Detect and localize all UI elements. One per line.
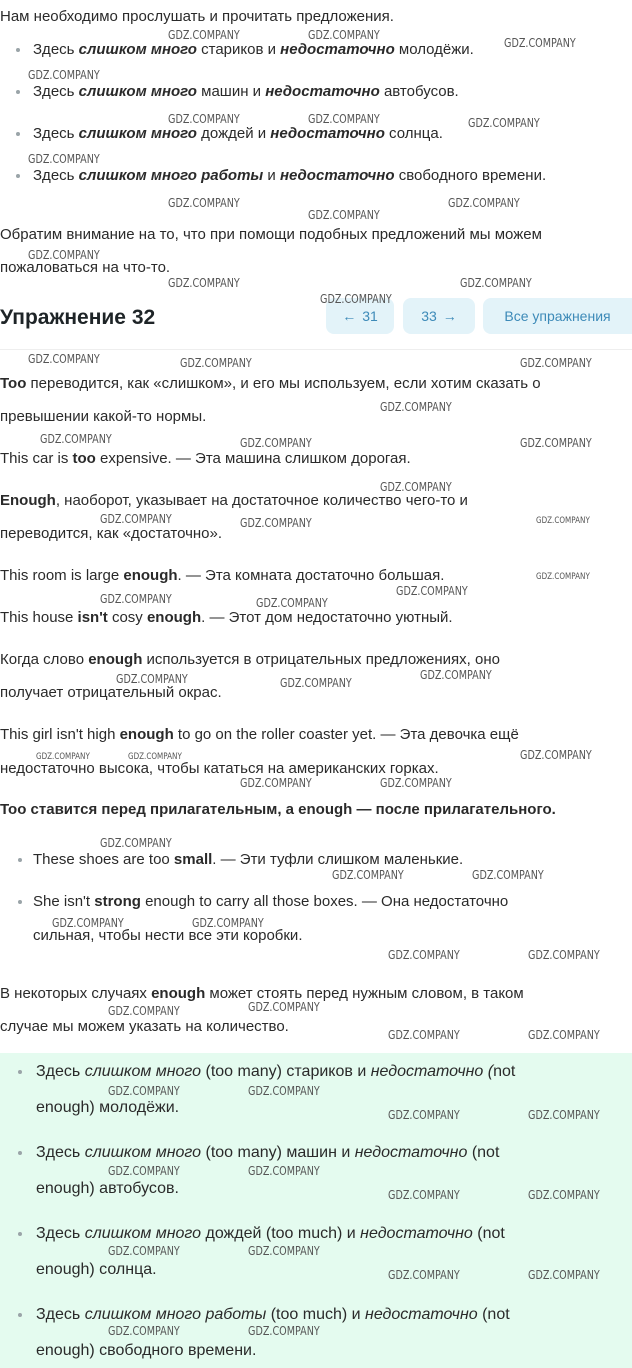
bullet-dot <box>18 858 22 862</box>
watermark: GDZ.COMPANY <box>388 1028 460 1042</box>
watermark: GDZ.COMPANY <box>240 436 312 450</box>
watermark: GDZ.COMPANY <box>460 276 532 290</box>
watermark: GDZ.COMPANY <box>388 1188 460 1202</box>
watermark: GDZ.COMPANY <box>280 676 352 690</box>
watermark: GDZ.COMPANY <box>380 480 452 494</box>
bullet-dot <box>18 1313 22 1317</box>
answer-item: enough) автобусов. <box>36 1180 179 1197</box>
watermark: GDZ.COMPANY <box>248 1000 320 1014</box>
watermark: GDZ.COMPANY <box>320 292 392 306</box>
watermark: GDZ.COMPANY <box>180 356 252 370</box>
watermark: GDZ.COMPANY <box>108 1324 180 1338</box>
example-sentence: недостаточно высока, чтобы кататься на американских горках. <box>0 760 439 777</box>
watermark: GDZ.COMPANY <box>128 752 182 762</box>
watermark: GDZ.COMPANY <box>388 948 460 962</box>
exercise-title: Упражнение 32 <box>0 306 156 329</box>
watermark: GDZ.COMPANY <box>108 1244 180 1258</box>
watermark: GDZ.COMPANY <box>332 868 404 882</box>
watermark: GDZ.COMPANY <box>168 28 240 42</box>
paragraph: Когда слово enough используется в отрицательных предложениях, оно <box>0 651 500 668</box>
paragraph: В некоторых случаях enough может стоять перед нужным словом, в таком <box>0 985 524 1002</box>
watermark: GDZ.COMPANY <box>100 592 172 606</box>
list-item: She isn't strong enough to carry all those boxes. — Она недостаточно <box>33 893 509 910</box>
watermark: GDZ.COMPANY <box>40 432 112 446</box>
watermark: GDZ.COMPANY <box>380 776 452 790</box>
watermark: GDZ.COMPANY <box>528 1028 600 1042</box>
watermark: GDZ.COMPANY <box>192 916 264 930</box>
paragraph: Too переводится, как «слишком», и его мы используем, если хотим сказать о <box>0 375 541 392</box>
watermark: GDZ.COMPANY <box>28 352 100 366</box>
bullet-dot <box>16 48 20 52</box>
list-item: These shoes are too small. — Эти туфли слишком маленькие. <box>33 851 464 868</box>
watermark: GDZ.COMPANY <box>396 584 468 598</box>
list-item: Здесь слишком много работы и недостаточно свободного времени. <box>33 167 547 184</box>
watermark: GDZ.COMPANY <box>468 116 540 130</box>
bullet-dot <box>18 1151 22 1155</box>
intro-text: Нам необходимо прослушать и прочитать предложения. <box>0 8 394 25</box>
example-sentence: This car is too expensive. — Эта машина слишком дорогая. <box>0 450 411 467</box>
watermark: GDZ.COMPANY <box>168 112 240 126</box>
watermark: GDZ.COMPANY <box>28 248 100 262</box>
watermark: GDZ.COMPANY <box>528 948 600 962</box>
list-item: Здесь слишком много дождей и недостаточно солнца. <box>33 125 443 142</box>
watermark: GDZ.COMPANY <box>52 916 124 930</box>
bullet-dot <box>18 1232 22 1236</box>
watermark: GDZ.COMPANY <box>240 776 312 790</box>
watermark: GDZ.COMPANY <box>108 1164 180 1178</box>
watermark: GDZ.COMPANY <box>388 1268 460 1282</box>
watermark: GDZ.COMPANY <box>100 512 172 526</box>
watermark: GDZ.COMPANY <box>388 1108 460 1122</box>
example-sentence: This room is large enough. — Эта комната достаточно большая. <box>0 567 445 584</box>
answer-item: Здесь слишком много работы (too much) и недостаточно (not <box>36 1306 510 1323</box>
paragraph: случае мы можем указать на количество. <box>0 1018 289 1035</box>
note-text: пожаловаться на что-то. <box>0 259 171 276</box>
arrow-left-icon: ← <box>342 308 357 324</box>
watermark: GDZ.COMPANY <box>308 208 380 222</box>
watermark: GDZ.COMPANY <box>536 516 590 526</box>
arrow-right-icon: → <box>442 308 457 324</box>
watermark: GDZ.COMPANY <box>528 1188 600 1202</box>
watermark: GDZ.COMPANY <box>28 68 100 82</box>
watermark: GDZ.COMPANY <box>108 1084 180 1098</box>
note-text: Обратим внимание на то, что при помощи подобных предложений мы можем <box>0 226 542 243</box>
bullet-dot <box>16 90 20 94</box>
watermark: GDZ.COMPANY <box>536 572 590 582</box>
watermark: GDZ.COMPANY <box>116 672 188 686</box>
watermark: GDZ.COMPANY <box>420 668 492 682</box>
prev-exercise-button[interactable]: ← 31 <box>326 298 394 334</box>
watermark: GDZ.COMPANY <box>308 112 380 126</box>
watermark: GDZ.COMPANY <box>28 152 100 166</box>
watermark: GDZ.COMPANY <box>528 1108 600 1122</box>
rule-text: Too ставится перед прилагательным, а enough — после прилагательного. <box>0 801 556 818</box>
example-sentence: This girl isn't high enough to go on the roller coaster yet. — Эта девочка ещё <box>0 726 519 743</box>
watermark: GDZ.COMPANY <box>168 276 240 290</box>
watermark: GDZ.COMPANY <box>520 748 592 762</box>
answer-item: enough) молодёжи. <box>36 1099 180 1116</box>
watermark: GDZ.COMPANY <box>308 28 380 42</box>
watermark: GDZ.COMPANY <box>36 752 90 762</box>
answer-item: enough) солнца. <box>36 1261 157 1278</box>
answer-item: Здесь слишком много дождей (too much) и недостаточно (not <box>36 1225 505 1242</box>
list-item: Здесь слишком много машин и недостаточно автобусов. <box>33 83 459 100</box>
all-exercises-button[interactable]: Все упражнения <box>483 298 632 334</box>
list-item: сильная, чтобы нести все эти коробки. <box>33 927 303 944</box>
watermark: GDZ.COMPANY <box>248 1164 320 1178</box>
bullet-dot <box>16 132 20 136</box>
watermark: GDZ.COMPANY <box>504 36 576 50</box>
watermark: GDZ.COMPANY <box>100 836 172 850</box>
watermark: GDZ.COMPANY <box>248 1244 320 1258</box>
watermark: GDZ.COMPANY <box>108 1004 180 1018</box>
paragraph: Enough, наоборот, указывает на достаточное количество чего-то и <box>0 492 468 509</box>
bullet-dot <box>18 1070 22 1074</box>
watermark: GDZ.COMPANY <box>168 196 240 210</box>
bullet-dot <box>18 900 22 904</box>
example-sentence: This house isn't cosy enough. — Этот дом недостаточно уютный. <box>0 609 453 626</box>
bullet-dot <box>16 174 20 178</box>
watermark: GDZ.COMPANY <box>520 436 592 450</box>
answer-item: Здесь слишком много (too many) стариков и недостаточно (not <box>36 1063 516 1080</box>
answer-item: enough) свободного времени. <box>36 1342 257 1359</box>
paragraph: получает отрицательный окрас. <box>0 684 222 701</box>
paragraph: переводится, как «достаточно». <box>0 525 223 542</box>
watermark: GDZ.COMPANY <box>248 1084 320 1098</box>
watermark: GDZ.COMPANY <box>240 516 312 530</box>
watermark: GDZ.COMPANY <box>380 400 452 414</box>
watermark: GDZ.COMPANY <box>248 1324 320 1338</box>
watermark: GDZ.COMPANY <box>472 868 544 882</box>
watermark: GDZ.COMPANY <box>448 196 520 210</box>
watermark: GDZ.COMPANY <box>520 356 592 370</box>
list-item: Здесь слишком много стариков и недостаточно молодёжи. <box>33 41 474 58</box>
watermark: GDZ.COMPANY <box>256 596 328 610</box>
divider <box>0 349 632 350</box>
next-exercise-button[interactable]: 33 → <box>403 298 475 334</box>
watermark: GDZ.COMPANY <box>528 1268 600 1282</box>
paragraph: превышении какой-то нормы. <box>0 408 207 425</box>
answer-item: Здесь слишком много (too many) машин и недостаточно (not <box>36 1144 500 1161</box>
